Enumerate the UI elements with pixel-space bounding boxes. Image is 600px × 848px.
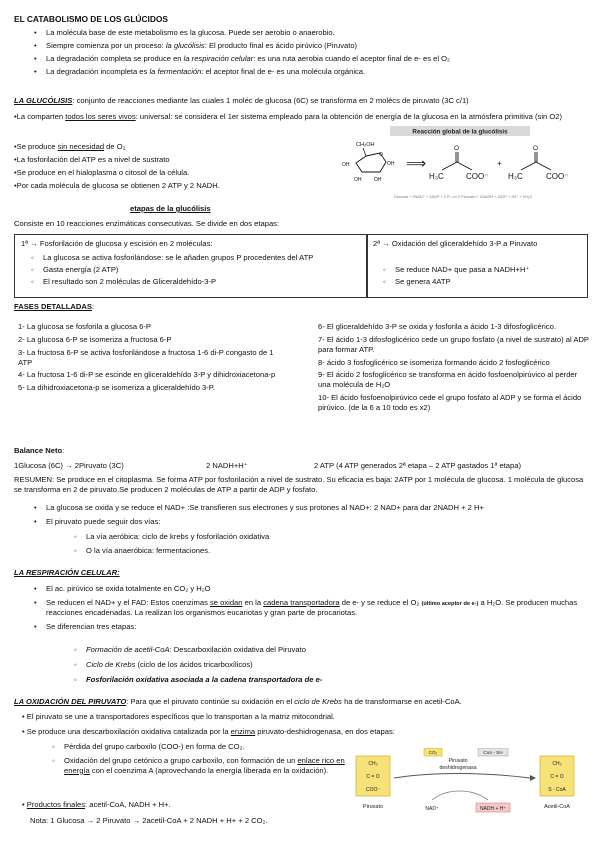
oh-label: OH: [387, 161, 395, 167]
fase-item: 5- La dihidroxiacetona-p se isomeriza a gliceraldehído 3-P.: [18, 383, 215, 393]
nadh-label: NADH + H⁺: [479, 806, 507, 812]
enzyme-label: deshidrogenasa: [439, 765, 477, 771]
fases-left-list: [18, 322, 280, 393]
fase-item: 8- ácido 3 fosfoglicérico se isomeriza formando ácido 2 fosfoglicérico: [318, 357, 550, 367]
fase-item: 2- La glucosa 6-P se isomeriza a fructosa 6-P: [18, 334, 172, 344]
carbonyl-o-label: O: [533, 145, 539, 152]
oh-label: OH: [354, 177, 362, 183]
fase-item: 4- La fructosa 1-6 di-P se escinde en gliceraldehído 3-P y dihidroxiacetona-p: [18, 370, 276, 380]
ch3-label: CH₃: [368, 761, 378, 767]
glucolisis-definition: LA GLUCÓLISIS: conjunto de reacciones mediante las cuales 1 moléc de glucosa (6C) se transforma en 2 molécs de piruvato (3C c/1): [14, 96, 469, 105]
plus-sign: +: [497, 159, 502, 168]
co-label: C = O: [550, 774, 564, 780]
nota-text: Nota: 1 Glucosa → 2 Piruvato → 2acetil-CoA + 2 NADH + H+ + 2 CO₂.: [30, 816, 268, 825]
methyl-label: H₃C: [508, 172, 523, 181]
balance-eq-b: 2 NADH+H⁺: [206, 461, 248, 470]
ring-oxygen-label: O: [379, 152, 383, 158]
co2-label: CO₂: [428, 750, 438, 755]
respiracion-heading: LA RESPIRACIÓN CELULAR:: [14, 568, 120, 577]
enzyme-label: Piruvato: [448, 758, 468, 764]
intro-bullets: [46, 28, 586, 76]
pyruvate-dehydrogenase-figure: [352, 748, 590, 820]
glucolisis-points: •Se produce sin necesidad de O₂ •La fosforilación del ATP es a nivel de sustrato •Se produce en el hialoplasma o citosol de la célula. •Por cada molécula de glucosa se obtienen 2 ATP y 2 NADH.: [14, 142, 220, 190]
balance-eq-a: 1Glucosa (6C) → 2Piruvato (3C): [14, 461, 124, 470]
methyl-label: H₃C: [429, 172, 444, 181]
acetil-caption: Acetil-CoA: [544, 804, 570, 810]
oxidacion-lead: LA OXIDACIÓN DEL PIRUVATO: Para que el piruvato continúe su oxidación en el ciclo de Krebs ha de transformarse en acetil-CoA.: [14, 697, 462, 706]
resumen-text: RESUMEN: Se produce en el citoplasma. Se forma ATP por fosforilación a nivel de sustrato. Su eficacia es baja: 2ATP por 1 molécula de glucosa. 1 molécula de glucosa se transforma en 2 de piruvato.Se producen 2 moléculas de ATP a partir de ADP y fosfato.: [14, 475, 584, 494]
glycolysis-reaction-figure: [336, 126, 590, 202]
ch2oh-label: CH₂OH: [356, 142, 375, 148]
respiracion-etapas: ◦ Formación de acetil-CoA: Descarboxilación oxidativa del Piruvato ◦ Ciclo de Krebs (ciclo de los ácidos tricarboxílicos) ◦ Fosforilación oxidativa asociada a la cadena transportadora de e-: [86, 645, 566, 685]
intro-bullet: • La degradación completa se produce en la respiración celular: es una ruta aerobia cuando el aceptor final de e- es el O₂: [46, 54, 586, 64]
fase-item: 10- El ácido fosfoenolpirúvico cede el grupo fosfato al ADP y se forma el ácido pirúvico. (de la 6 a 10 todo es x2): [318, 393, 582, 413]
figure-title: Reacción global de la glucólisis: [412, 128, 508, 136]
carbonyl-o-label: O: [454, 145, 460, 152]
vias-list: ◦ La vía aeróbica: ciclo de krebs y fosforilación oxidativa ◦ O la vía anaeróbica: fermentaciones.: [86, 532, 566, 556]
carboxylate-label: COO⁻: [466, 172, 489, 181]
co-label: C = O: [366, 774, 380, 780]
scoa-label: S - CoA: [548, 787, 566, 793]
balance-bullets: • La glucosa se oxida y se reduce el NAD+ :Se transfieren sus electrones y sus protones al NAD+: 2 NAD+ para dar 2NADH + 2 H+ • El piruvato puede seguir dos vías:: [46, 503, 586, 527]
intro-bullet: • La molécula base de este metabolismo es la glucosa. Puede ser aerobio o anaerobio.: [46, 28, 586, 38]
oxidacion-p1: • El piruvato se une a transportadores específicos que lo transportan a la matriz mitocondrial.: [22, 712, 335, 721]
figure-equation: Glucosa + 2NAD⁺ + 2ADP + 2 Pᵢ ⟹ 2 Piruvato + 2NADH + 2ATP + 2H⁺ + 2H₂O: [393, 194, 533, 199]
glucolisis-universal: •La comparten todos los seres vivos: universal: se considera el 1er sistema empleado para la obtención de energía de la glucosa en la atmósfera primitiva (sin O2): [14, 112, 563, 121]
fase-item: 7- El ácido 1-3 difosfoglicérico cede un grupo fosfato (a nivel de sustrato) al ADP para formar ATP.: [318, 334, 589, 354]
intro-bullet: • Siempre comienza por un proceso: la glucólisis: El producto final es ácido pirúvico (Piruvato): [46, 41, 586, 51]
coash-label: CoA - SH: [483, 750, 503, 755]
stage1-box: 1ª → Fosforilación de glucosa y escisión en 2 moléculas: ◦ La glucosa se activa fosforilándose: se le añaden grupos P procedentes del ATP ◦ Gasta energía (2 ATP) ◦ El resultado son 2 moléculas de Gliceraldehído-3-P: [14, 234, 368, 298]
balance-eq-c: 2 ATP (4 ATP generados 2ª etapa – 2 ATP gastados 1ª etapa): [314, 461, 521, 470]
ch3-label: CH₃: [552, 761, 562, 767]
oxidacion-substeps: ◦ Pérdida del grupo carboxilo (COO-) en forma de CO₂. ◦ Oxidación del grupo cetónico a grupo carboxilo, con formación de un enlace rico en energía con el coenzima A (aprovechando la energía liberada en la oxidación).: [64, 742, 348, 776]
nad-label: NAD⁺: [425, 806, 439, 812]
respiracion-bullets: • El ac. pirúvico se oxida totalmente en CO₂ y H₂O • Se reducen el NAD+ y el FAD: Estos coenzimas se oxidan en la cadena transportadora de e- y se reduce el O₂ (último aceptor de e-) a H₂O. Se producen muchas reacciones encadenadas. La realizan los organismos eucariotas y gran parte de procariotas. • Se diferencian tres etapas:: [46, 584, 588, 632]
reaction-arrow-icon: ⟹: [406, 155, 427, 171]
fase-item: 1- La glucosa se fosforila a glucosa 6-P: [18, 322, 151, 331]
oxidacion-p2: • Se produce una descarboxilación oxidativa catalizada por la enzima piruvato-deshidrogenasa, en dos etapas:: [22, 727, 395, 736]
stage2-box: 2ª → Oxidación del gliceraldehído 3-P a Piruvato ◦ Se reduce NAD+ que pasa a NADH+H⁺ ◦ Se genera 4ATP: [366, 234, 588, 298]
intro-bullet: • La degradación incompleta es la fermentación: el aceptor final de e- es una molécula orgánica.: [46, 67, 586, 77]
fase-item: 6- El gliceraldehído 3-P se oxida y fosforila a ácido 1-3 difosfoglicérico.: [318, 322, 556, 331]
carboxylate-label: COO⁻: [546, 172, 569, 181]
page-title: EL CATABOLISMO DE LOS GLÚCIDOS: [14, 14, 169, 24]
fase-item: 3- La fructosa 6-P se activa fosforilándose a fructosa 1-6 di-P congasto de 1 ATP: [18, 347, 274, 367]
piruvato-caption: Piruvato: [362, 804, 384, 810]
fase-item: 9- El ácido 2 fosfoglicérico se transforma en ácido fosfoenolpirúvico al perder una molécula de H₂O: [318, 370, 578, 390]
cofactor-arrow-icon: [432, 791, 488, 800]
productos-finales: • Productos finales: acetil-CoA, NADH + H+.: [22, 800, 171, 809]
fases-heading: FASES DETALLADAS:: [14, 302, 95, 311]
reaction-arrow-icon: [394, 774, 530, 779]
oh-label: OH: [342, 162, 350, 168]
balance-heading: Balance Neto:: [14, 446, 65, 455]
etapas-title: etapas de la glucólisis: [130, 204, 211, 213]
oh-label: OH: [374, 177, 382, 183]
fases-right-list: [318, 322, 590, 413]
consiste-text: Consiste en 10 reacciones enzimáticas consecutivas. Se divide en dos etapas:: [14, 219, 280, 228]
coo-label: COO⁻: [365, 787, 381, 793]
